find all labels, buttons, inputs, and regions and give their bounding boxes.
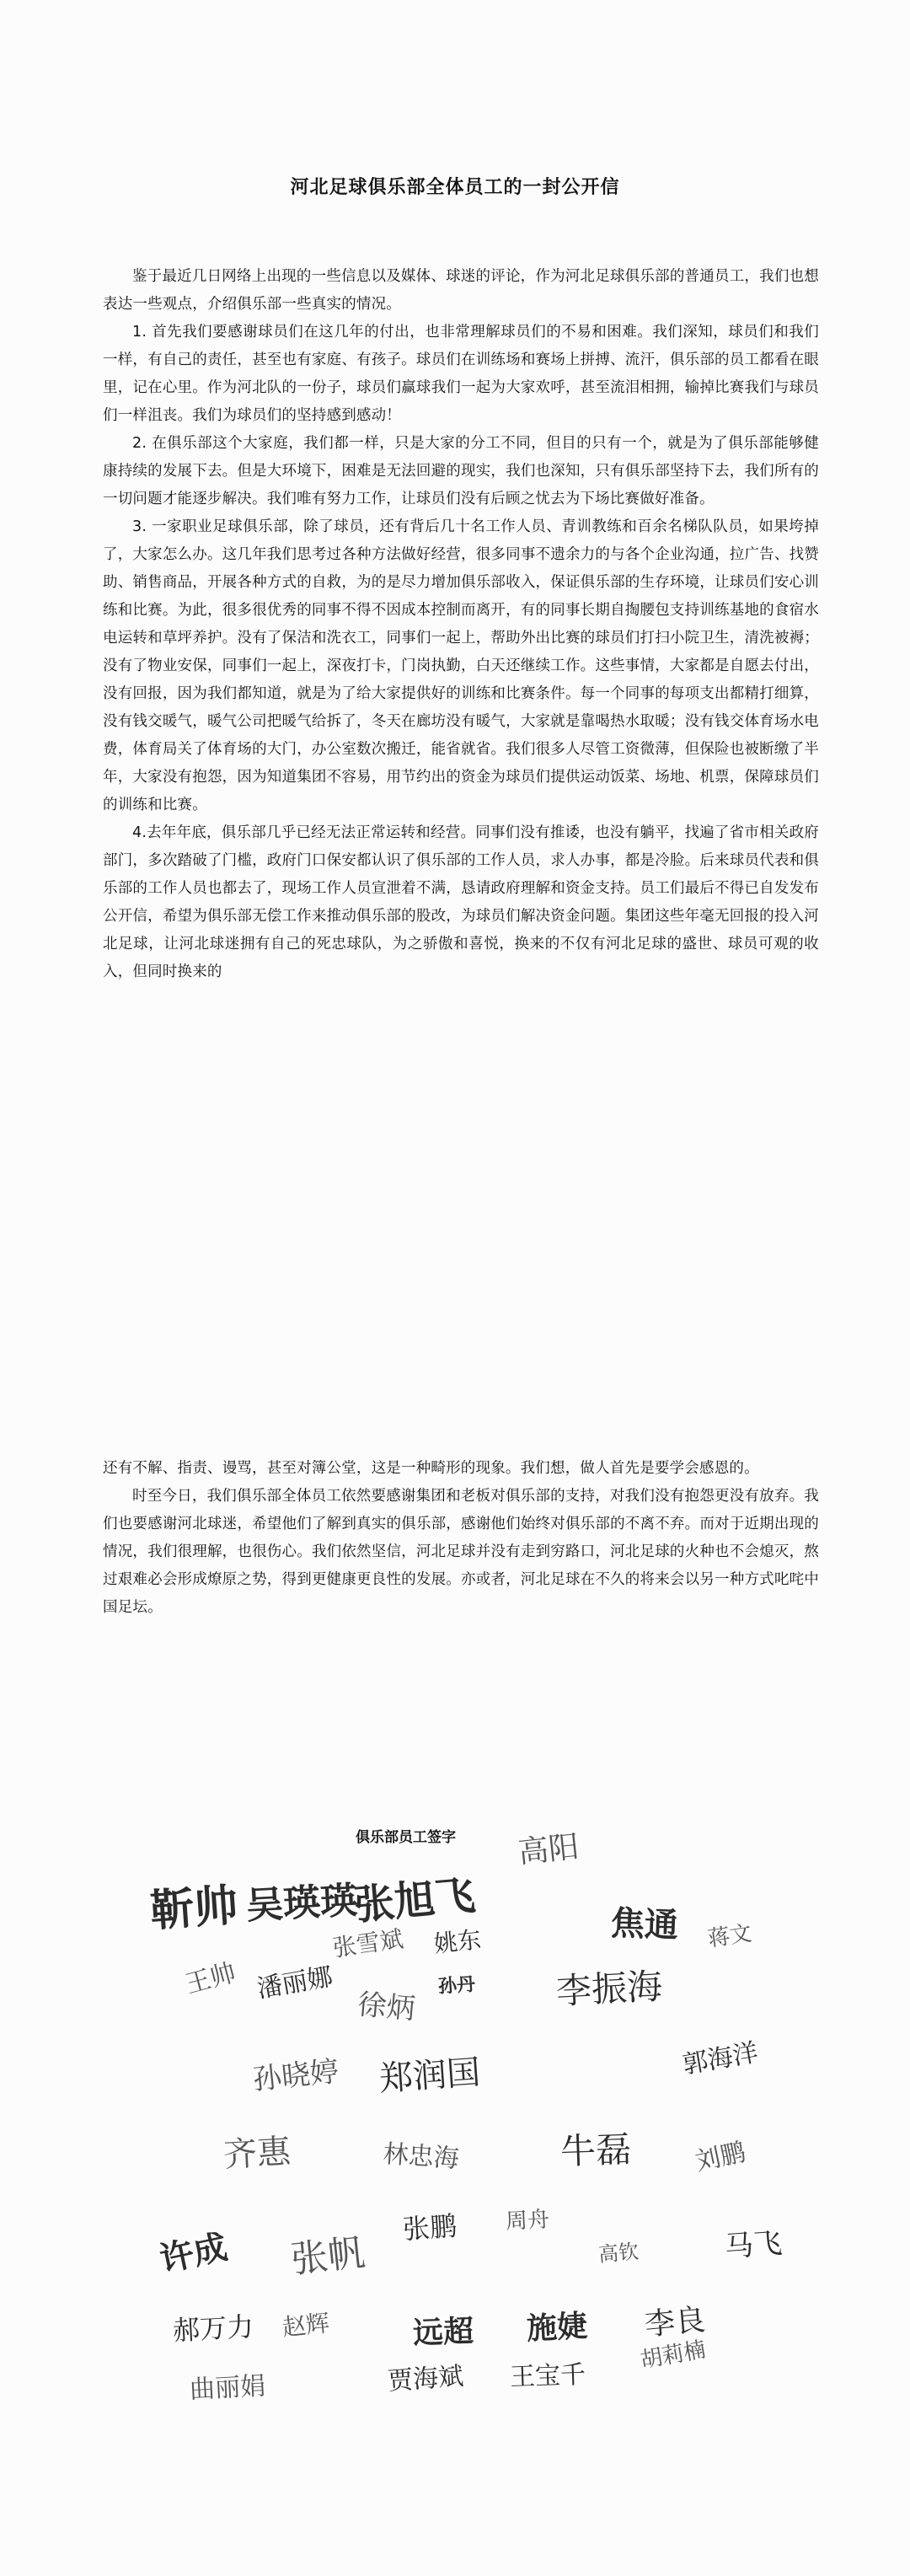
signature: 王帅 [182,1957,239,2000]
signature: 周舟 [505,2207,550,2235]
signature: 蒋文 [706,1920,753,1952]
letter-body-top [103,263,819,986]
signatures-heading: 俱乐部员工签字 [356,1829,456,1846]
signature: 李良 [643,2302,707,2343]
paragraph-closing: 时至今日，我们俱乐部全体员工依然要感谢集团和老板对俱乐部的支持，对我们没有抱怨更没有放弃。我们也要感谢河北球迷，希望他们了解到真实的俱乐部，感谢他们始终对俱乐部的不离不弃。而对于近期出现的情况，我们很理解，也很伤心。我们依然坚信，河北足球并没有走到穷路口，河北足球的火种也不会熄灭，熬过艰难必会形成燎原之势，得到更健康更良性的发展。亦或者，河北足球在不久的将来会以另一种方式叱咤中国足坛。 [103,1488,819,1616]
signature: 曲丽娟 [189,2371,266,2405]
signature: 吴瑛瑛 [244,1879,359,1928]
paragraph-1: 1. 首先我们要感谢球员们在这几年的付出，也非常理解球员们的不易和困难。我们深知，球员们和我们一样，有自己的责任，甚至也有家庭、有孩子。球员们在训练场和赛场上拼搏、流汗，俱乐部的员工都看在眼里，记在心里。作为河北队的一份子，球员们赢球我们一起为大家欢呼，甚至流泪相拥，输掉比赛我们与球员们一样沮丧。我们为球员们的坚持感到感动！ [103,324,819,424]
letter-body-bottom [103,1455,819,1622]
signature: 徐炳 [356,1988,417,2026]
signature: 郭海洋 [680,2037,761,2080]
signature: 牛磊 [559,2128,632,2172]
signature: 靳帅 [148,1879,240,1937]
signature: 林忠海 [382,2139,460,2175]
paragraph-intro: 鉴于最近几日网络上出现的一些信息以及媒体、球迷的评论，作为河北足球俱乐部的普通员工，我们也想表达一些观点，介绍俱乐部一些真实的情况。 [103,268,819,313]
signature: 胡莉楠 [638,2337,708,2374]
signature: 高阳 [517,1829,581,1870]
signature: 孙晓婷 [251,2054,340,2097]
signature: 施婕 [526,2308,589,2347]
paragraph-3: 3. 一家职业足球俱乐部，除了球员，还有背后几十名工作人员、青训教练和百余名梯队队员，如果垮掉了，大家怎么办。这几年我们思考过各种方法做好经营，很多同事不遗余力的与各个企业沟通，拉广告、找赞助、销售商品，开展各种方式的自救，为的是尽力增加俱乐部收入，保证俱乐部的生存环境，让球员们安心训练和比赛。为此，很多很优秀的同事不得不因成本控制而离开，有的同事长期自掏腰包支持训练基地的食宿水电运转和草坪养护。没有了保洁和洗衣工，同事们一起上，帮助外出比赛的球员们打扫小院卫生，清洗被褥；没有了物业安保，同事们一起上，深夜打卡，门岗执勤，白天还继续工作。这些事情，大家都是自愿去付出，没有回报，因为我们都知道，就是为了给大家提供好的训练和比赛条件。每一个同事的每项支出都精打细算，没有钱交暖气，暖气公司把暖气给拆了，冬天在廊坊没有暖气，大家就是靠喝热水取暖；没有钱交体育场水电费，体育局关了体育场的大门，办公室数次搬迁，能省就省。我们很多人尽管工资微薄，但保险也被断缴了半年，大家没有抱怨，因为知道集团不容易，用节约出的资金为球员们提供运动饭菜、场地、机票，保障球员们的训练和比赛。 [103,518,819,813]
signature: 张旭飞 [351,1871,478,1929]
signature: 张帆 [288,2230,367,2282]
signature: 郝万力 [172,2310,254,2347]
signature: 李振海 [554,1965,664,2012]
signature: 潘丽娜 [254,1962,335,2004]
signature: 高钦 [597,2239,640,2267]
paragraph-4-continued: 还有不解、指责、谩骂，甚至对簿公堂，这是一种畸形的现象。我们想，做人首先是要学会感恩的。 [103,1460,759,1477]
signature: 郑润国 [377,2053,482,2099]
signature: 孙丹 [437,1972,476,1998]
signature: 姚东 [432,1925,483,1958]
signature: 张鹏 [401,2209,458,2246]
signature: 张雪斌 [330,1924,405,1962]
signature: 马飞 [723,2226,784,2264]
signature: 许成 [156,2226,231,2280]
signature: 刘鹏 [693,2137,749,2177]
signature: 赵辉 [281,2309,331,2342]
signature: 王宝千 [509,2359,586,2392]
paragraph-4: 4.去年年底，俱乐部几乎已经无法正常运转和经营。同事们没有推诿，也没有躺平，找遍了省市相关政府部门，多次踏破了门槛，政府门口保安都认识了俱乐部的工作人员，求人办事，都是冷脸。后来球员代表和俱乐部的工作人员也都去了，现场工作人员宣泄着不满，恳请政府理解和资金支持。员工们最后不得已自发发布公开信，希望为俱乐部无偿工作来推动俱乐部的股改，为球员们解决资金问题。集团这些年毫无回报的投入河北足球，让河北球迷拥有自己的死忠球队，为之骄傲和喜悦，换来的不仅有河北足球的盛世、球员可观的收入，但同时换来的 [103,824,819,980]
signature: 齐惠 [222,2132,292,2175]
paragraph-2: 2. 在俱乐部这个大家庭，我们都一样，只是大家的分工不同，但目的只有一个，就是为了俱乐部能够健康持续的发展下去。但是大环境下，困难是无法回避的现实，我们也深知，只有俱乐部坚持下去，我们所有的一切问题才能逐步解决。我们唯有努力工作，让球员们没有后顾之忧去为下场比赛做好准备。 [103,435,819,507]
signature: 焦通 [610,1903,679,1945]
letter-title: 河北足球俱乐部全体员工的一封公开信 [290,177,620,198]
signature: 远超 [412,2313,474,2351]
signature: 贾海斌 [387,2361,465,2396]
